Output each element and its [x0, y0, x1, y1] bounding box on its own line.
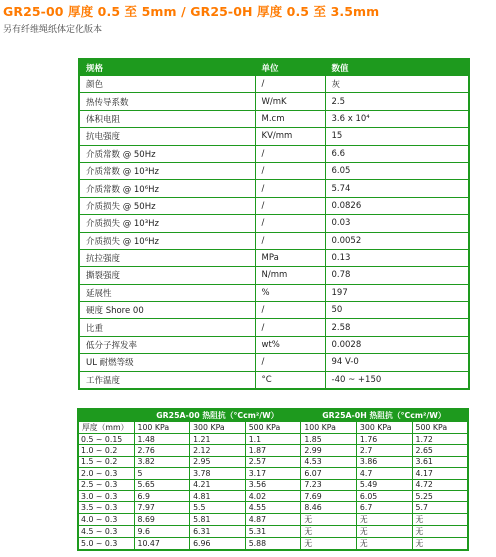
spec-cell-value: 94 V-0: [325, 354, 469, 371]
heat-cell-value: 3.56: [245, 479, 301, 490]
heat-cell-value: 5.25: [412, 490, 468, 501]
spec-cell-name: 介质常数 @ 50Hz: [79, 145, 255, 162]
heat-cell-value: 4.02: [245, 490, 301, 501]
heat-row: [78, 445, 468, 456]
spec-cell-unit: /: [255, 145, 325, 162]
spec-cell-name: 延展性: [79, 284, 255, 301]
heat-cell-thickness: 1.0 ~ 0.2: [78, 445, 134, 456]
spec-row: [79, 284, 469, 301]
heat-sub-header: 300 KPa: [190, 422, 246, 434]
spec-cell-name: 介质常数 @ 10³Hz: [79, 162, 255, 179]
heat-cell-thickness: 3.5 ~ 0.3: [78, 502, 134, 513]
heat-cell-value: 4.17: [412, 468, 468, 479]
heat-cell-value: 无: [301, 525, 357, 537]
heat-cell-value: 无: [412, 513, 468, 525]
spec-cell-name: 比重: [79, 319, 255, 336]
heat-cell-value: 6.07: [301, 468, 357, 479]
heat-cell-value: 无: [412, 537, 468, 550]
spec-cell-unit: MPa: [255, 249, 325, 266]
spec-cell-value: 50: [325, 302, 469, 319]
spec-cell-value: 15: [325, 128, 469, 145]
spec-row: [79, 232, 469, 249]
heat-cell-value: 6.7: [356, 502, 412, 513]
spec-cell-value: 0.03: [325, 215, 469, 232]
heat-cell-value: 4.87: [245, 513, 301, 525]
heat-cell-value: 2.95: [190, 456, 246, 467]
spec-cell-unit: /: [255, 197, 325, 214]
heat-cell-value: 1.87: [245, 445, 301, 456]
heat-sub-header: 100 KPa: [134, 422, 190, 434]
heat-cell-value: 1.76: [356, 434, 412, 445]
heat-cell-value: 5.65: [134, 479, 190, 490]
heat-sub-header-thickness: 厚度（mm）: [78, 422, 134, 434]
heat-cell-value: 1.72: [412, 434, 468, 445]
page-subtitle: 另有纤维绳纸体定化版本: [3, 25, 103, 35]
spec-cell-name: 介质常数 @ 10⁶Hz: [79, 180, 255, 197]
heat-cell-value: 7.23: [301, 479, 357, 490]
heat-group-header-blank: [78, 409, 134, 422]
spec-cell-unit: /: [255, 354, 325, 371]
spec-header-name: 规格: [79, 59, 255, 76]
spec-cell-unit: /: [255, 319, 325, 336]
page-title: GR25-00 厚度 0.5 至 5mm / GR25-0H 厚度 0.5 至 3.5mm: [3, 4, 380, 19]
spec-cell-name: 低分子挥发率: [79, 336, 255, 353]
spec-cell-name: 热传导系数: [79, 93, 255, 110]
spec-cell-name: 工作温度: [79, 371, 255, 389]
heat-cell-value: 7.97: [134, 502, 190, 513]
spec-cell-unit: M.cm: [255, 110, 325, 127]
heat-cell-value: 3.86: [356, 456, 412, 467]
spec-cell-name: 撕裂强度: [79, 267, 255, 284]
spec-cell-name: 介质损失 @ 50Hz: [79, 197, 255, 214]
heat-cell-value: 无: [301, 513, 357, 525]
spec-cell-value: 0.13: [325, 249, 469, 266]
heat-row: [78, 513, 468, 525]
heat-cell-value: 3.17: [245, 468, 301, 479]
spec-header-value: 数值: [325, 59, 469, 76]
heat-cell-value: 5.31: [245, 525, 301, 537]
heat-cell-thickness: 2.0 ~ 0.3: [78, 468, 134, 479]
heat-row: [78, 525, 468, 537]
heat-row: [78, 490, 468, 501]
heat-group-header-00: GR25A-00 热阻抗（°Ccm²/W）: [134, 409, 301, 422]
heat-sub-header: 100 KPa: [301, 422, 357, 434]
spec-cell-value: 2.58: [325, 319, 469, 336]
spec-row: [79, 110, 469, 127]
spec-cell-name: 介质损失 @ 10³Hz: [79, 215, 255, 232]
heat-sub-header: 500 KPa: [412, 422, 468, 434]
spec-cell-unit: °C: [255, 371, 325, 389]
heat-group-header-row: [78, 409, 468, 422]
heat-cell-value: 无: [301, 537, 357, 550]
spec-row: [79, 371, 469, 389]
heat-row: [78, 468, 468, 479]
spec-cell-unit: /: [255, 76, 325, 93]
spec-row: [79, 162, 469, 179]
heat-cell-value: 2.7: [356, 445, 412, 456]
heat-cell-value: 无: [356, 525, 412, 537]
heat-cell-value: 5.49: [356, 479, 412, 490]
heat-cell-value: 2.76: [134, 445, 190, 456]
heat-cell-value: 2.57: [245, 456, 301, 467]
heat-cell-value: 4.72: [412, 479, 468, 490]
heat-cell-thickness: 4.5 ~ 0.3: [78, 525, 134, 537]
heat-row: [78, 456, 468, 467]
heat-cell-value: 5.5: [190, 502, 246, 513]
heat-cell-value: 2.65: [412, 445, 468, 456]
spec-header-row: [79, 59, 469, 76]
heat-cell-value: 7.69: [301, 490, 357, 501]
spec-cell-name: 介质损失 @ 10⁶Hz: [79, 232, 255, 249]
spec-table: [78, 58, 470, 390]
spec-cell-unit: /: [255, 232, 325, 249]
spec-cell-value: 0.78: [325, 267, 469, 284]
heat-cell-value: 8.46: [301, 502, 357, 513]
spec-cell-value: 197: [325, 284, 469, 301]
spec-cell-name: 抗电强度: [79, 128, 255, 145]
spec-row: [79, 128, 469, 145]
heat-cell-value: 无: [412, 525, 468, 537]
heat-cell-value: 6.96: [190, 537, 246, 550]
spec-row: [79, 215, 469, 232]
heat-row: [78, 502, 468, 513]
heat-cell-value: 10.47: [134, 537, 190, 550]
heat-sub-header-row: [78, 422, 468, 434]
spec-row: [79, 302, 469, 319]
spec-row: [79, 249, 469, 266]
spec-cell-name: UL 耐燃等级: [79, 354, 255, 371]
spec-cell-value: 6.05: [325, 162, 469, 179]
heat-row: [78, 537, 468, 550]
heat-cell-value: 8.69: [134, 513, 190, 525]
heat-cell-value: 1.21: [190, 434, 246, 445]
spec-cell-value: -40 ~ +150: [325, 371, 469, 389]
heat-cell-value: 6.9: [134, 490, 190, 501]
heat-cell-thickness: 0.5 ~ 0.15: [78, 434, 134, 445]
spec-cell-value: 3.6 x 10⁴: [325, 110, 469, 127]
heat-cell-value: 4.55: [245, 502, 301, 513]
spec-cell-value: 0.0826: [325, 197, 469, 214]
heat-cell-value: 无: [356, 537, 412, 550]
spec-cell-name: 体积电阻: [79, 110, 255, 127]
heat-cell-value: 6.31: [190, 525, 246, 537]
heat-cell-value: 无: [356, 513, 412, 525]
spec-cell-unit: /: [255, 215, 325, 232]
heat-group-header-0h: GR25A-0H 热阻抗（°Ccm²/W）: [301, 409, 468, 422]
spec-cell-value: 5.74: [325, 180, 469, 197]
heat-cell-value: 3.82: [134, 456, 190, 467]
heat-cell-value: 2.12: [190, 445, 246, 456]
spec-row: [79, 180, 469, 197]
heat-cell-thickness: 4.0 ~ 0.3: [78, 513, 134, 525]
heat-cell-value: 5.88: [245, 537, 301, 550]
spec-cell-unit: W/mK: [255, 93, 325, 110]
spec-cell-name: 颜色: [79, 76, 255, 93]
spec-header-unit: 单位: [255, 59, 325, 76]
spec-cell-unit: wt%: [255, 336, 325, 353]
heat-cell-thickness: 3.0 ~ 0.3: [78, 490, 134, 501]
spec-cell-unit: N/mm: [255, 267, 325, 284]
spec-cell-value: 0.0052: [325, 232, 469, 249]
heat-cell-value: 5: [134, 468, 190, 479]
heat-row: [78, 479, 468, 490]
heat-cell-value: 5.81: [190, 513, 246, 525]
spec-cell-name: 抗拉强度: [79, 249, 255, 266]
heat-cell-value: 1.1: [245, 434, 301, 445]
heat-cell-thickness: 2.5 ~ 0.3: [78, 479, 134, 490]
heat-cell-value: 2.99: [301, 445, 357, 456]
spec-cell-unit: /: [255, 302, 325, 319]
heat-cell-value: 4.53: [301, 456, 357, 467]
spec-row: [79, 76, 469, 93]
spec-row: [79, 319, 469, 336]
heat-cell-value: 6.05: [356, 490, 412, 501]
spec-row: [79, 354, 469, 371]
spec-cell-unit: /: [255, 162, 325, 179]
spec-cell-unit: %: [255, 284, 325, 301]
heat-cell-value: 4.21: [190, 479, 246, 490]
spec-row: [79, 267, 469, 284]
spec-row: [79, 336, 469, 353]
thermal-resistance-table: [77, 408, 469, 551]
heat-cell-value: 3.61: [412, 456, 468, 467]
spec-cell-unit: /: [255, 180, 325, 197]
heat-sub-header: 300 KPa: [356, 422, 412, 434]
spec-cell-unit: KV/mm: [255, 128, 325, 145]
spec-cell-value: 0.0028: [325, 336, 469, 353]
heat-cell-value: 4.7: [356, 468, 412, 479]
heat-cell-value: 1.48: [134, 434, 190, 445]
spec-cell-value: 2.5: [325, 93, 469, 110]
heat-sub-header: 500 KPa: [245, 422, 301, 434]
heat-cell-value: 5.7: [412, 502, 468, 513]
spec-row: [79, 93, 469, 110]
heat-cell-value: 3.78: [190, 468, 246, 479]
spec-cell-value: 6.6: [325, 145, 469, 162]
heat-cell-value: 1.85: [301, 434, 357, 445]
spec-row: [79, 197, 469, 214]
heat-cell-value: 9.6: [134, 525, 190, 537]
heat-cell-thickness: 1.5 ~ 0.2: [78, 456, 134, 467]
heat-row: [78, 434, 468, 445]
heat-cell-value: 4.81: [190, 490, 246, 501]
spec-cell-name: 硬度 Shore 00: [79, 302, 255, 319]
spec-cell-value: 灰: [325, 76, 469, 93]
heat-cell-thickness: 5.0 ~ 0.3: [78, 537, 134, 550]
spec-row: [79, 145, 469, 162]
